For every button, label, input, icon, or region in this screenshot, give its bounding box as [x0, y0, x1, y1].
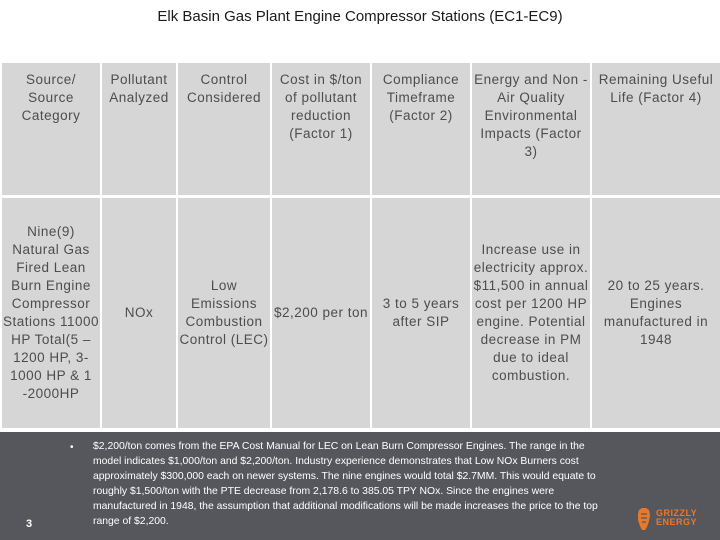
header-control: Control Considered — [178, 63, 270, 195]
header-timeframe: Compliance Timeframe (Factor 2) — [372, 63, 470, 195]
logo-line2: ENERGY — [656, 517, 698, 527]
header-pollutant: Pollutant Analyzed — [102, 63, 176, 195]
table-row — [2, 198, 720, 428]
page-number: 3 — [26, 518, 33, 530]
cell-timeframe: 3 to 5 years after SIP — [372, 198, 470, 428]
table-header-row — [2, 63, 720, 195]
slide-title: Elk Basin Gas Plant Engine Compressor Stations (EC1-EC9) — [157, 8, 563, 25]
logo-line1: GRIZZLY — [656, 508, 698, 518]
bear-icon — [636, 507, 652, 531]
header-energy: Energy and Non -Air Quality Environmental Impacts (Factor 3) — [472, 63, 590, 195]
note-bullet: • — [70, 442, 74, 453]
header-source: Source/ Source Category — [2, 63, 100, 195]
cell-source: Nine(9) Natural Gas Fired Lean Burn Engine Compressor Stations 11000 HP Total(5 – 1200 HP, 3-1000 HP & 1 -2000HP — [2, 198, 100, 428]
analysis-table — [0, 60, 720, 431]
cost-note: $2,200/ton comes from the EPA Cost Manual for LEC on Lean Burn Compressor Engines. The range in the model indicates $1,000/ton and $2,200/ton. Industry experience demonstrates that Low NOx Burners cost approximately $300,000 each on newer systems. The nine engines would total $2.7MM. This would equate to roughly $1,500/ton with the PTE decrease from 2,178.6 to 385.05 TPY NOx. Since the engines were manufactured in 1948, the assumption that additional modifications will be made increases the price to the top range of $2,200. — [93, 441, 598, 527]
cell-energy: Increase use in electricity approx. $11,500 in annual cost per 1200 HP engine. Potential decrease in PM due to ideal combustion. — [472, 198, 590, 428]
header-life: Remaining Useful Life (Factor 4) — [592, 63, 720, 195]
grizzly-energy-logo — [636, 507, 710, 533]
cell-life: 20 to 25 years. Engines manufactured in 1948 — [592, 198, 720, 428]
cell-cost: $2,200 per ton — [272, 198, 370, 428]
cell-pollutant: NOx — [102, 198, 176, 428]
cell-control: Low Emissions Combustion Control (LEC) — [178, 198, 270, 428]
header-cost: Cost in $/ton of pollutant reduction (Factor 1) — [272, 63, 370, 195]
